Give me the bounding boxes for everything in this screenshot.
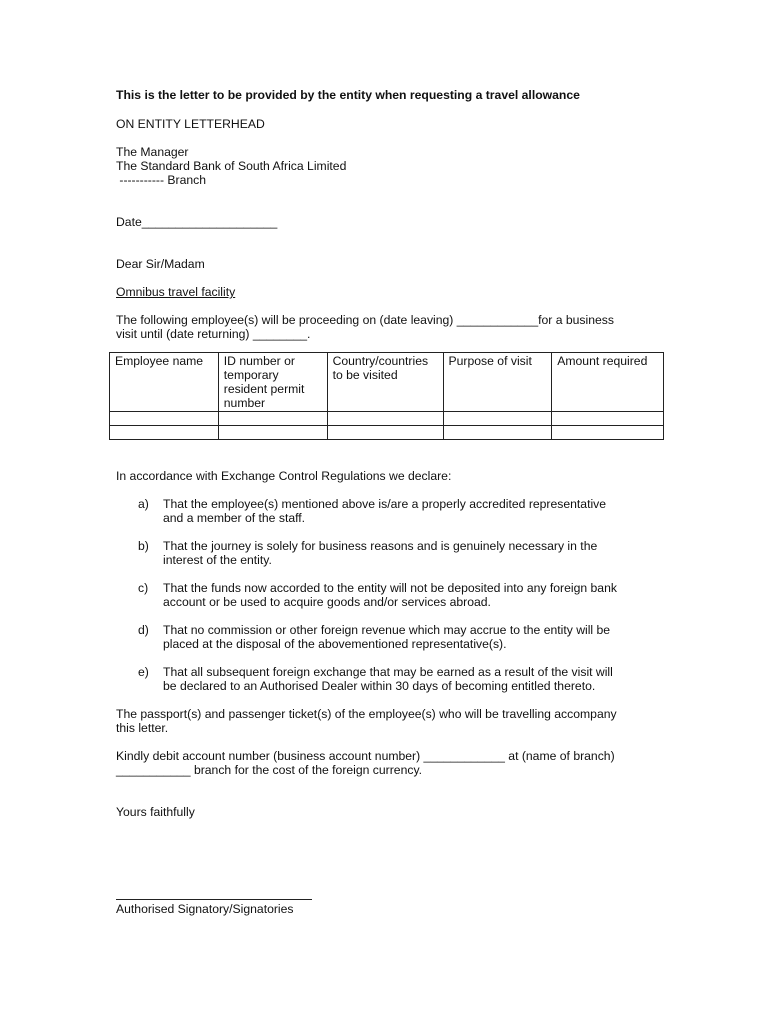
declaration-label: b): [138, 539, 149, 553]
table-header-cell: ID number or temporary resident permit number: [218, 353, 327, 412]
declaration-text: interest of the entity.: [163, 553, 272, 567]
table-cell[interactable]: [327, 412, 443, 426]
table-header-cell: Purpose of visit: [443, 353, 552, 412]
declaration-text: account or be used to acquire goods and/or services abroad.: [163, 595, 491, 609]
intro-line-2: visit until (date returning) ________.: [116, 327, 311, 341]
signature-line: [116, 899, 312, 900]
table-header-cell: Employee name: [110, 353, 219, 412]
signature-label: Authorised Signatory/Signatories: [116, 902, 294, 916]
table-header-cell: Country/countries to be visited: [327, 353, 443, 412]
table-row: [110, 412, 664, 426]
declaration-text: That the funds now accorded to the entity will not be deposited into any foreign bank: [163, 581, 617, 595]
declaration-text: That the employee(s) mentioned above is/are a properly accredited representative: [163, 497, 607, 511]
declaration-label: d): [138, 623, 149, 637]
declaration-text: be declared to an Authorised Dealer within 30 days of becoming entitled thereto.: [163, 679, 596, 693]
closing: Yours faithfully: [116, 805, 195, 819]
table-cell[interactable]: [552, 412, 664, 426]
table-cell[interactable]: [218, 412, 327, 426]
declaration-label: c): [138, 581, 149, 595]
table-cell[interactable]: [110, 412, 219, 426]
document-title: This is the letter to be provided by the entity when requesting a travel allowance: [116, 88, 580, 102]
employee-table: [109, 352, 664, 440]
salutation: Dear Sir/Madam: [116, 257, 205, 271]
declaration-intro: In accordance with Exchange Control Regulations we declare:: [116, 469, 452, 483]
table-header-cell: Amount required: [552, 353, 664, 412]
letterhead-note: ON ENTITY LETTERHEAD: [116, 117, 265, 131]
table-cell[interactable]: [327, 426, 443, 440]
table-cell[interactable]: [110, 426, 219, 440]
addressee-line-1: The Manager: [116, 145, 189, 159]
debit-line-2: ___________ branch for the cost of the foreign currency.: [116, 763, 423, 777]
passport-line-1: The passport(s) and passenger ticket(s) of the employee(s) who will be travelling accompany: [116, 707, 617, 721]
declaration-text: That the journey is solely for business reasons and is genuinely necessary in the: [163, 539, 598, 553]
table-cell[interactable]: [218, 426, 327, 440]
declaration-text: and a member of the staff.: [163, 511, 306, 525]
table-header-row: [110, 353, 664, 412]
table-row: [110, 426, 664, 440]
declaration-text: placed at the disposal of the abovementioned representative(s).: [163, 637, 507, 651]
subject-line: Omnibus travel facility: [116, 285, 236, 299]
debit-line-1: Kindly debit account number (business account number) ____________ at (name of branch): [116, 749, 615, 763]
addressee-line-2: The Standard Bank of South Africa Limited: [116, 159, 347, 173]
table-cell[interactable]: [443, 426, 552, 440]
declaration-text: That all subsequent foreign exchange that may be earned as a result of the visit will: [163, 665, 613, 679]
table-cell[interactable]: [443, 412, 552, 426]
declaration-label: a): [138, 497, 149, 511]
intro-line-1: The following employee(s) will be proceeding on (date leaving) ____________for a business: [116, 313, 614, 327]
declaration-text: That no commission or other foreign revenue which may accrue to the entity will be: [163, 623, 611, 637]
date-line: Date____________________: [116, 215, 278, 229]
passport-line-2: this letter.: [116, 721, 169, 735]
declaration-label: e): [138, 665, 149, 679]
table-cell[interactable]: [552, 426, 664, 440]
addressee-line-3: ----------- Branch: [116, 173, 207, 187]
